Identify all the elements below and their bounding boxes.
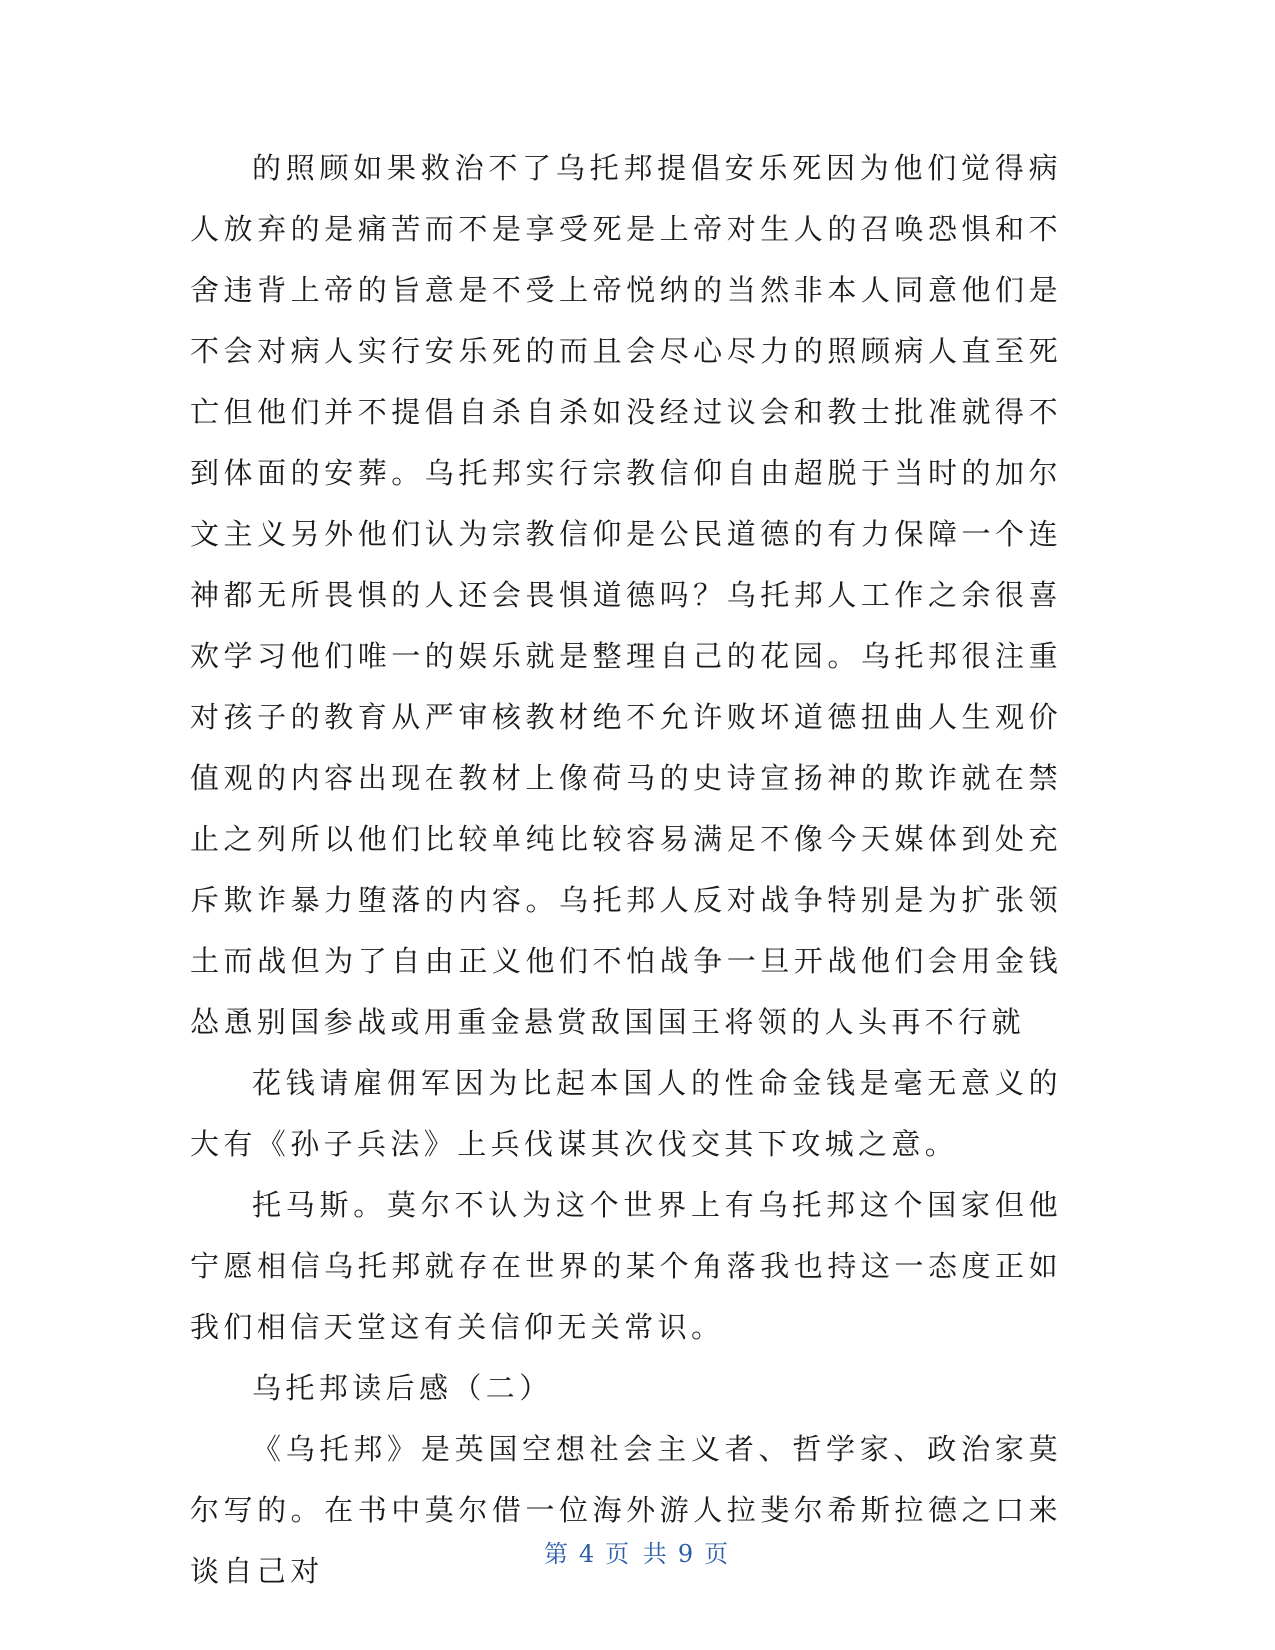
footer-suffix: 页	[704, 1540, 732, 1568]
paragraph-4: 《乌托邦》是英国空想社会主义者、哲学家、政治家莫尔写的。在书中莫尔借一位海外游人拉斐尔希斯拉德之口来谈自己对	[190, 1432, 1062, 1588]
body-text	[190, 138, 1062, 1602]
footer-middle: 页 共	[605, 1540, 670, 1568]
paragraph-3: 托马斯。莫尔不认为这个世界上有乌托邦这个国家但他宁愿相信乌托邦就存在世界的某个角落我也持这一态度正如我们相信天堂这有关信仰无关常识。	[190, 1188, 1062, 1344]
footer-prefix: 第	[543, 1540, 571, 1568]
paragraph-2: 花钱请雇佣军因为比起本国人的性命金钱是毫无意义的大有《孙子兵法》上兵伐谋其次伐交其下攻城之意。	[190, 1066, 1062, 1161]
section-heading: 乌托邦读后感（二）	[252, 1371, 553, 1405]
total-pages-number: 9	[677, 1540, 697, 1568]
paragraph-1: 的照顾如果救治不了乌托邦提倡安乐死因为他们觉得病人放弃的是痛苦而不是享受死是上帝对生人的召唤恐惧和不舍违背上帝的旨意是不受上帝悦纳的当然非本人同意他们是不会对病人实行安乐死的而且会尽心尽力的照顾病人直至死亡但他们并不提倡自杀自杀如没经过议会和教士批准就得不到体面的安葬。乌托邦实行宗教信仰自由超脱于当时的加尔文主义另外他们认为宗教信仰是公民道德的有力保障一个连神都无所畏惧的人还会畏惧道德吗？乌托邦人工作之余很喜欢学习他们唯一的娱乐就是整理自己的花园。乌托邦很注重对孩子的教育从严审核教材绝不允许败坏道德扭曲人生观价值观的内容出现在教材上像荷马的史诗宣扬神的欺诈就在禁止之列所以他们比较单纯比较容易满足不像今天媒体到处充斥欺诈暴力堕落的内容。乌托邦人反对战争特别是为扩张领土而战但为了自由正义他们不怕战争一旦开战他们会用金钱怂恿别国参战或用重金悬赏敌国国王将领的人头再不行就	[190, 151, 1062, 1039]
current-page-number: 4	[578, 1540, 598, 1568]
page-footer	[0, 1534, 1275, 1569]
